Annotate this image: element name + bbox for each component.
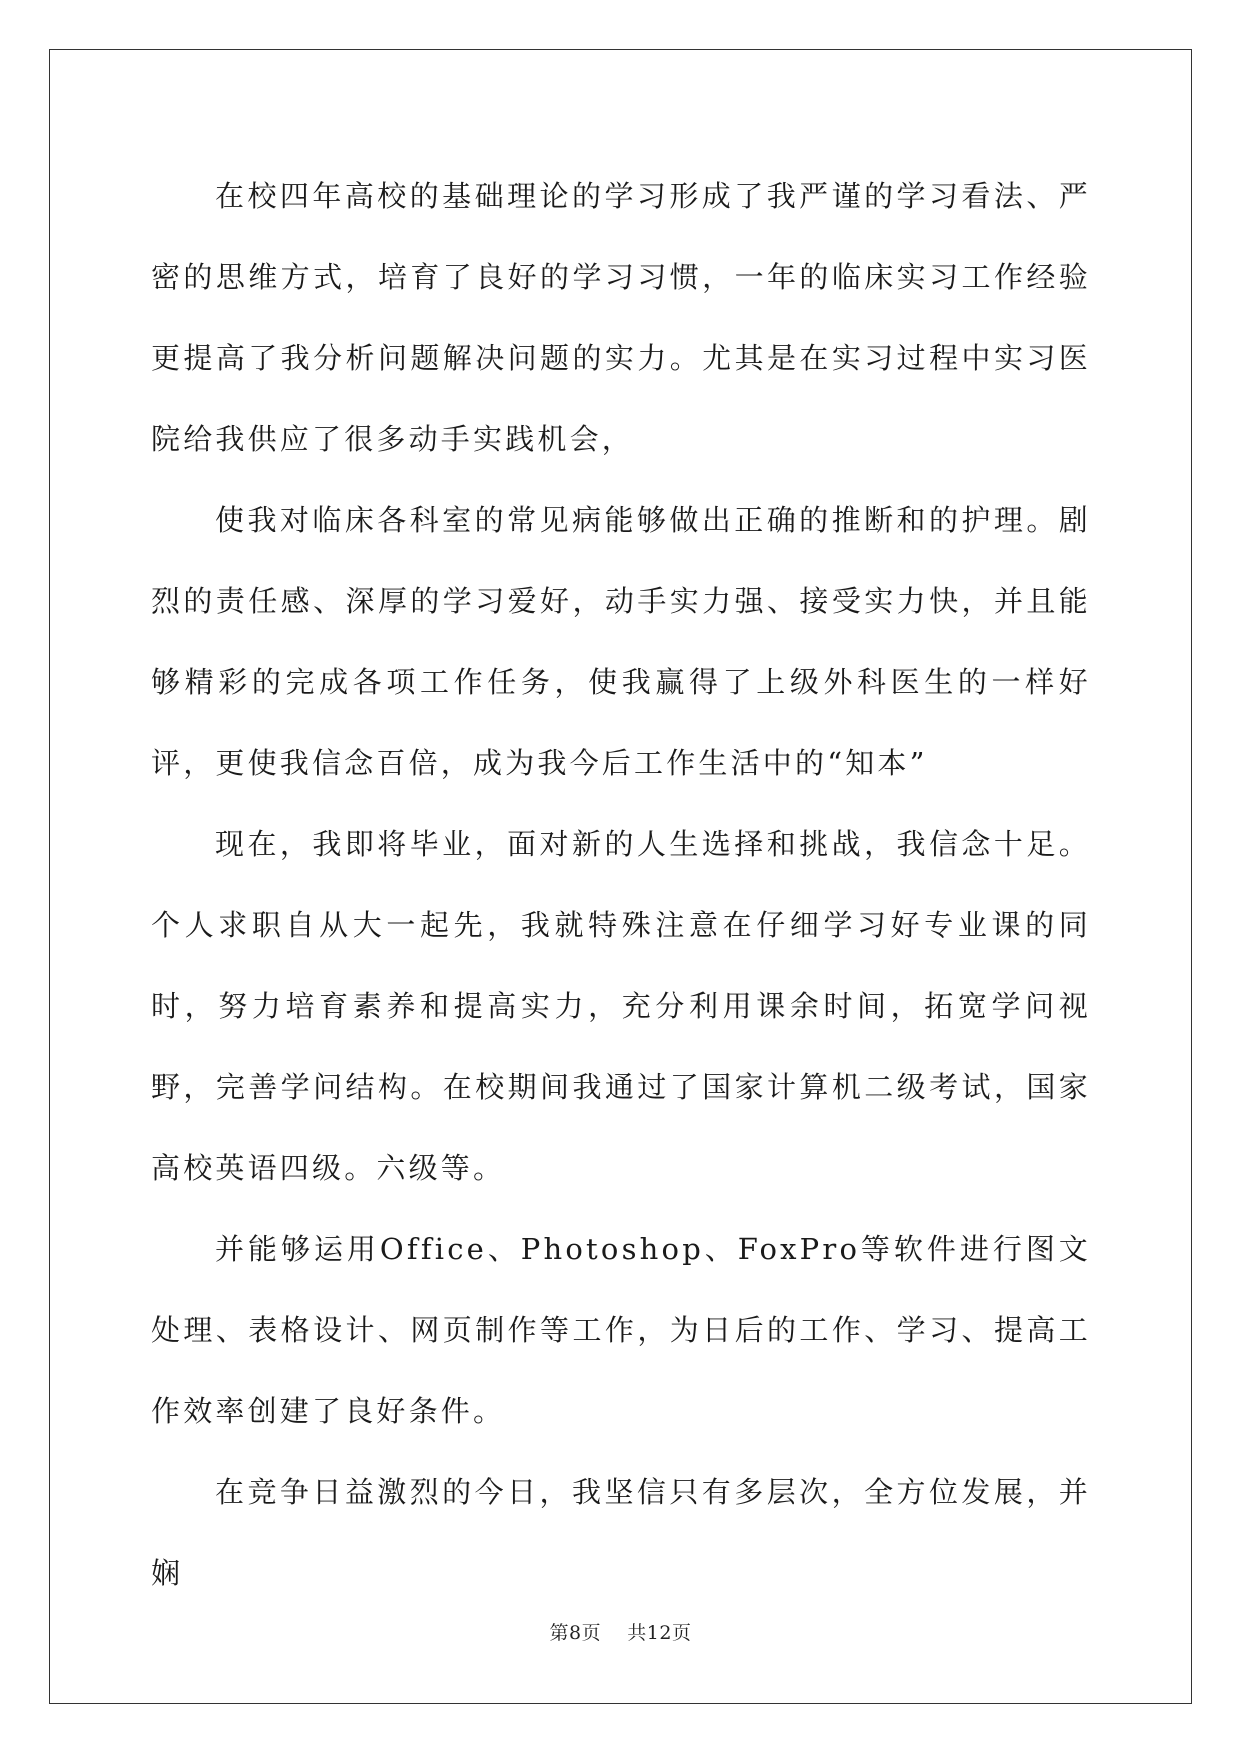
paragraph: 现在，我即将毕业，面对新的人生选择和挑战，我信念十足。个人求职自从大一起先，我就特殊注意在仔细学习好专业课的同时，努力培育素养和提高实力，充分利用课余时间，拓宽学问视野，完善学问结构。在校期间我通过了国家计算机二级考试，国家高校英语四级。六级等。	[151, 827, 1091, 1185]
paragraph: 使我对临床各科室的常见病能够做出正确的推断和的护理。剧烈的责任感、深厚的学习爱好，动手实力强、接受实力快，并且能够精彩的完成各项工作任务，使我赢得了上级外科医生的一样好评，更使我信念百倍，成为我今后工作生活中的“知本”	[151, 503, 1091, 780]
page-total: 共12页	[627, 1622, 692, 1644]
page-number: 第8页	[549, 1622, 602, 1644]
document-body	[151, 156, 1091, 1614]
paragraph: 在竞争日益激烈的今日，我坚信只有多层次，全方位发展，并娴	[151, 1475, 1091, 1590]
paragraph: 并能够运用Office、Photoshop、FoxPro等软件进行图文处理、表格设计、网页制作等工作，为日后的工作、学习、提高工作效率创建了良好条件。	[151, 1232, 1091, 1428]
page-footer	[0, 1618, 1241, 1645]
paragraph: 在校四年高校的基础理论的学习形成了我严谨的学习看法、严密的思维方式，培育了良好的学习习惯，一年的临床实习工作经验更提高了我分析问题解决问题的实力。尤其是在实习过程中实习医院给我供应了很多动手实践机会，	[151, 179, 1091, 456]
